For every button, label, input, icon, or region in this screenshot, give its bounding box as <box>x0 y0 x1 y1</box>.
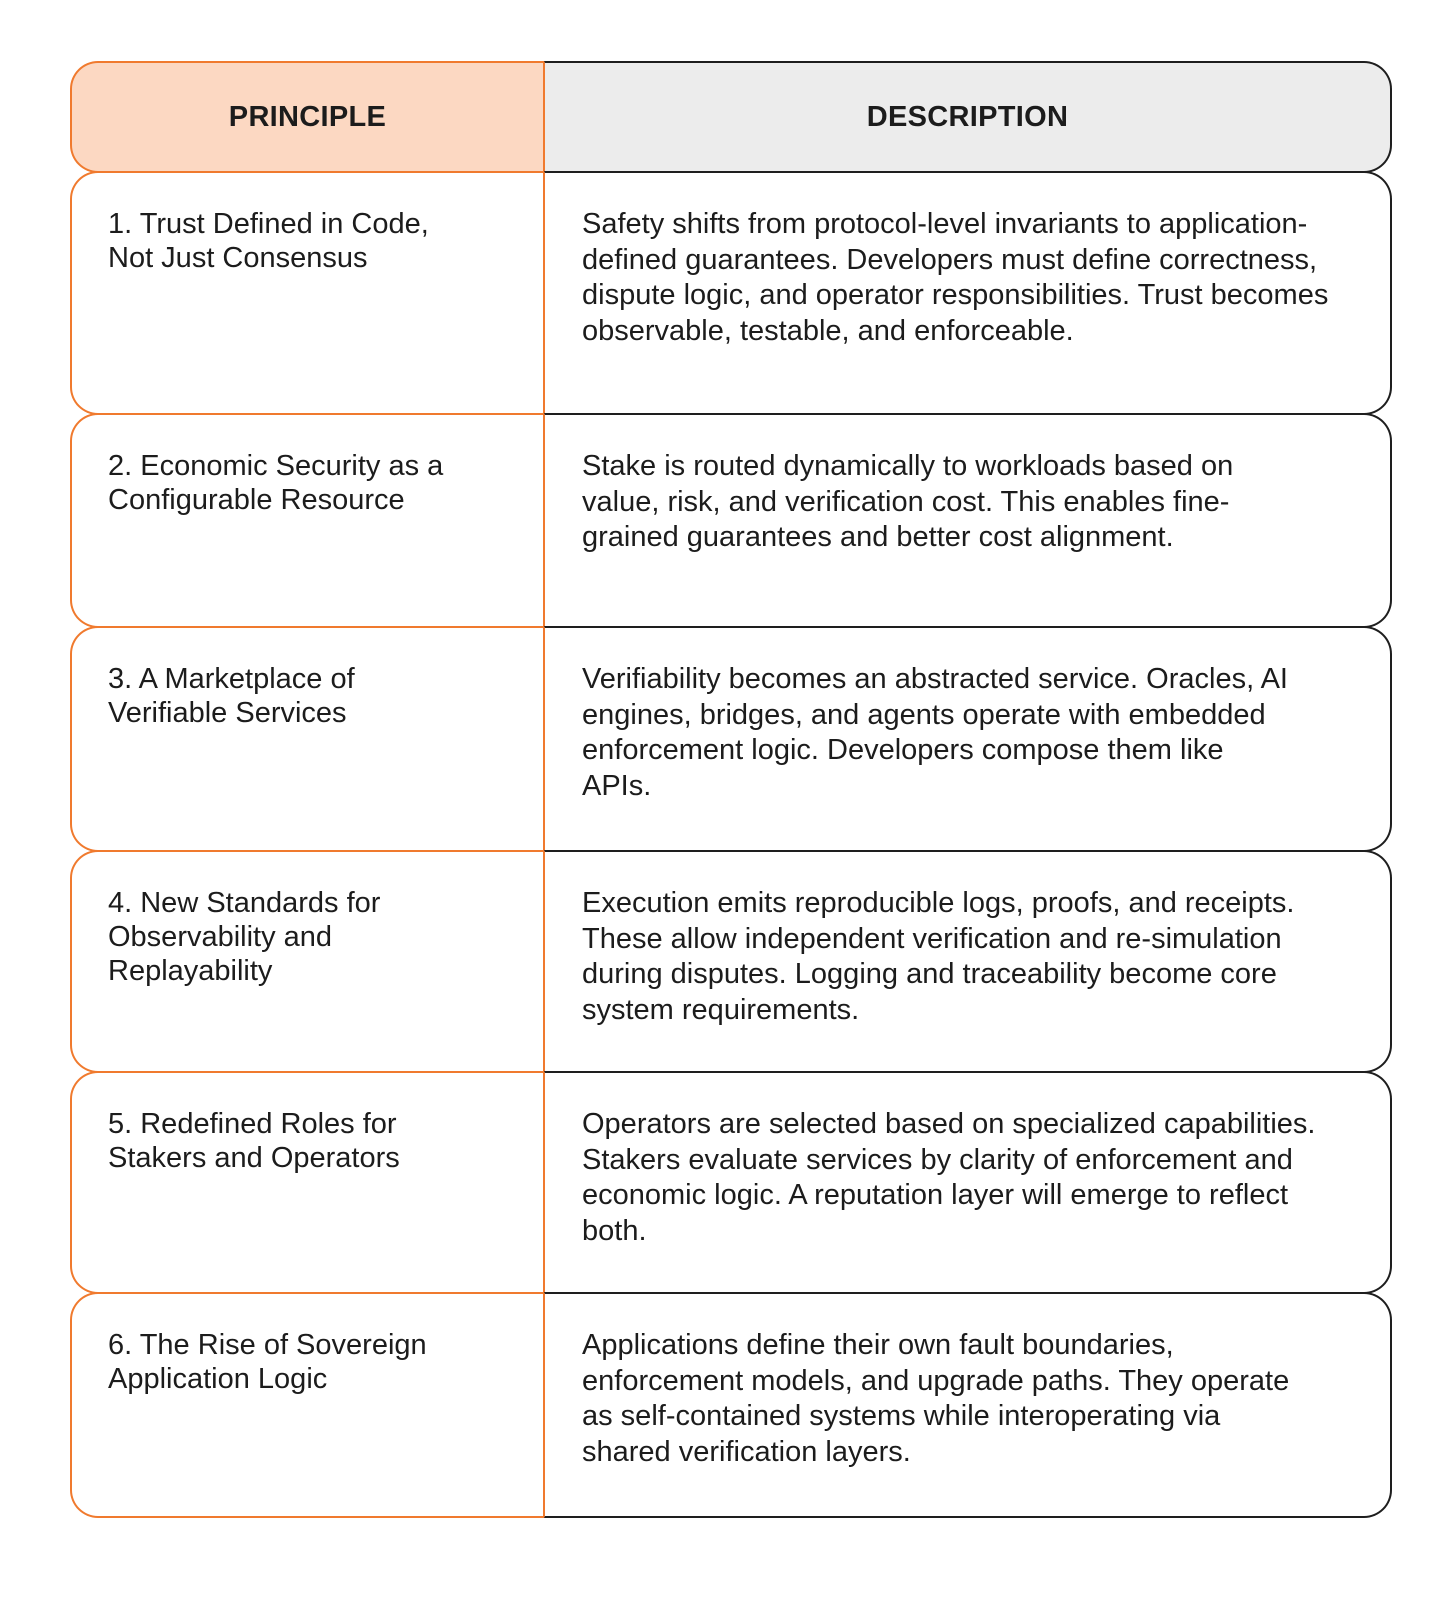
principle-cell <box>70 171 544 415</box>
principle-text: 3. A Marketplace of Verifiable Services <box>108 663 355 729</box>
principle-text: 1. Trust Defined in Code, Not Just Consensus <box>108 208 429 274</box>
principles-table <box>70 61 1392 1518</box>
description-text: Applications define their own fault boundaries, enforcement models, and upgrade paths. They operate as self-contained systems while interoperating via shared verification layers. <box>582 1329 1290 1468</box>
description-cell <box>544 171 1392 415</box>
description-text: Stake is routed dynamically to workloads based on value, risk, and verification cost. This enables fine-grained guarantees and better cost alignment. <box>582 450 1234 553</box>
principle-cell <box>70 1292 544 1518</box>
table-row <box>70 1292 1392 1518</box>
principle-text: 4. New Standards for Observability and Replayability <box>108 887 381 987</box>
principle-cell <box>70 850 544 1073</box>
header-cell-description <box>544 61 1392 173</box>
description-text: Safety shifts from protocol-level invariants to application-defined guarantees. Developers must define correctness, dispute logic, and operator responsibilities. Trust becomes observable, testable, and enforceable. <box>582 208 1329 347</box>
table-row <box>70 413 1392 628</box>
header-label-principle: PRINCIPLE <box>228 100 387 133</box>
description-text: Execution emits reproducible logs, proofs, and receipts. These allow independent verification and re-simulation during disputes. Logging and traceability become core system requirements. <box>582 887 1295 1026</box>
description-cell <box>544 850 1392 1073</box>
principle-text: 2. Economic Security as a Configurable Resource <box>108 450 444 516</box>
description-cell <box>544 413 1392 628</box>
description-cell <box>544 1292 1392 1518</box>
table-row <box>70 850 1392 1073</box>
description-cell <box>544 1071 1392 1294</box>
description-text: Verifiability becomes an abstracted service. Oracles, AI engines, bridges, and agents operate with embedded enforcement logic. Developers compose them like APIs. <box>582 663 1288 802</box>
description-text: Operators are selected based on specialized capabilities. Stakers evaluate services by clarity of enforcement and economic logic. A reputation layer will emerge to reflect both. <box>582 1108 1316 1247</box>
principle-cell <box>70 1071 544 1294</box>
header-label-description: DESCRIPTION <box>866 100 1069 133</box>
table-row <box>70 171 1392 415</box>
principle-cell <box>70 413 544 628</box>
description-cell <box>544 626 1392 852</box>
table-row <box>70 1071 1392 1294</box>
table-row <box>70 626 1392 852</box>
principle-text: 5. Redefined Roles for Stakers and Operators <box>108 1108 400 1174</box>
principle-text: 6. The Rise of Sovereign Application Logic <box>108 1329 427 1395</box>
principle-cell <box>70 626 544 852</box>
header-cell-principle <box>70 61 544 173</box>
table-header-row <box>70 61 1392 173</box>
